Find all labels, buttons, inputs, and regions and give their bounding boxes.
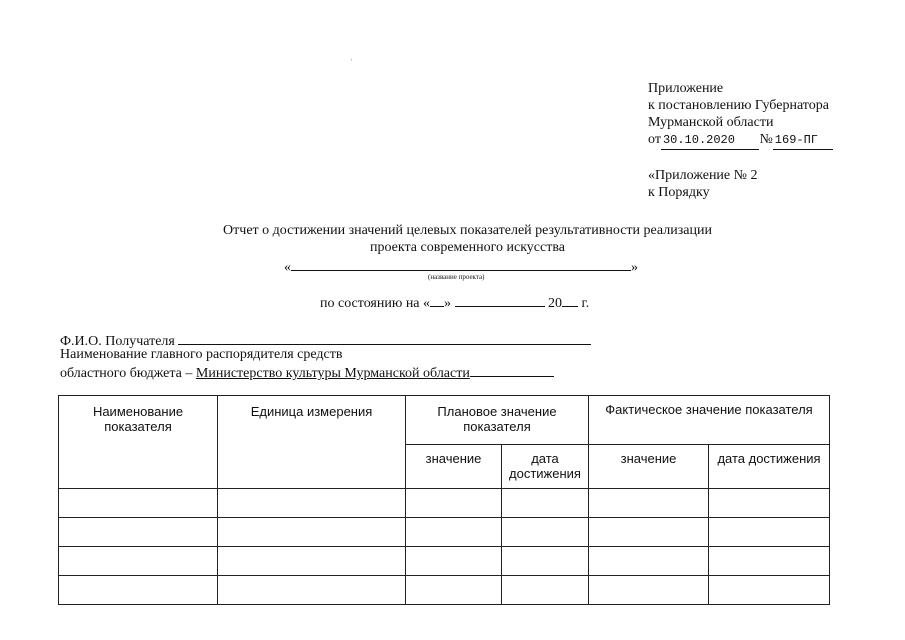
table-cell[interactable] [709, 547, 830, 576]
table-cell[interactable] [218, 518, 406, 547]
table-cell[interactable] [589, 489, 709, 518]
header-indicator-name: Наименование показателя [59, 396, 218, 489]
table-cell[interactable] [502, 547, 589, 576]
close-quote: » [631, 260, 638, 275]
recipient-field[interactable] [178, 330, 591, 345]
table-cell[interactable] [59, 489, 218, 518]
recipient-label: Ф.И.О. Получателя [60, 334, 175, 349]
subheader-plan-date: дата достижения [502, 445, 589, 489]
header-unit: Единица измерения [218, 396, 406, 489]
year-suffix: г. [581, 296, 590, 311]
header-fact-value: Фактическое значение показателя [589, 396, 830, 445]
table-cell[interactable] [502, 576, 589, 605]
table-cell[interactable] [406, 576, 502, 605]
open-quote: « [284, 260, 291, 275]
table-cell[interactable] [59, 576, 218, 605]
scan-speck: ' [350, 58, 353, 68]
table-cell[interactable] [589, 547, 709, 576]
appendix2-line-2: к Порядку [648, 185, 710, 200]
subheader-fact-value: значение [589, 445, 709, 489]
table-cell[interactable] [709, 518, 830, 547]
date-prefix: от [648, 132, 661, 147]
distributor-prefix: областного бюджета – [60, 366, 193, 381]
table-cell[interactable] [709, 489, 830, 518]
as-of-prefix: по состоянию на « [320, 296, 431, 311]
decree-number: 169-ПГ [774, 133, 819, 147]
table-row [59, 547, 830, 576]
table-cell[interactable] [589, 518, 709, 547]
table-row [59, 489, 830, 518]
appendix-header [648, 80, 833, 201]
header-plan-value: Плановое значение показателя [406, 396, 589, 445]
table-cell[interactable] [502, 518, 589, 547]
appendix-line-3: Мурманской области [648, 115, 774, 130]
table-cell[interactable] [218, 489, 406, 518]
distributor-value: Министерство культуры Мурманской области [195, 366, 470, 381]
distributor-line-1: Наименование главного распорядителя средств [60, 347, 343, 362]
indicators-table [58, 395, 830, 605]
project-name-caption: (название проекта) [428, 273, 485, 281]
table-header-row [59, 396, 830, 445]
distributor-line-2 [60, 362, 554, 382]
number-prefix: № [759, 132, 773, 147]
table-cell[interactable] [218, 547, 406, 576]
subheader-plan-value: значение [406, 445, 502, 489]
table-cell[interactable] [502, 489, 589, 518]
table-cell[interactable] [406, 489, 502, 518]
table-cell[interactable] [709, 576, 830, 605]
table-cell[interactable] [406, 547, 502, 576]
report-title-line-2: проекта современного искусства [370, 240, 565, 255]
appendix-line-1: Приложение [648, 81, 724, 96]
table-cell[interactable] [589, 576, 709, 605]
as-of-month-field[interactable] [455, 292, 545, 307]
report-title-line-1: Отчет о достижении значений целевых показателей результативности реализации [223, 223, 712, 238]
table-cell[interactable] [59, 547, 218, 576]
table-cell[interactable] [406, 518, 502, 547]
table-cell[interactable] [59, 518, 218, 547]
as-of-day-field[interactable] [430, 292, 444, 307]
appendix2-line-1: «Приложение № 2 [648, 168, 758, 183]
decree-date-line [648, 131, 833, 148]
as-of-year-field[interactable] [562, 292, 578, 307]
table-cell[interactable] [218, 576, 406, 605]
subheader-fact-date: дата достижения [709, 445, 830, 489]
report-title [0, 222, 905, 256]
project-name-field[interactable] [291, 256, 631, 271]
as-of-mid: » [444, 296, 452, 311]
as-of-line [320, 292, 589, 312]
year-prefix: 20 [548, 296, 563, 311]
decree-date: 30.10.2020 [662, 133, 735, 147]
table-row [59, 518, 830, 547]
appendix-line-2: к постановлению Губернатора [648, 98, 829, 113]
table-row [59, 576, 830, 605]
